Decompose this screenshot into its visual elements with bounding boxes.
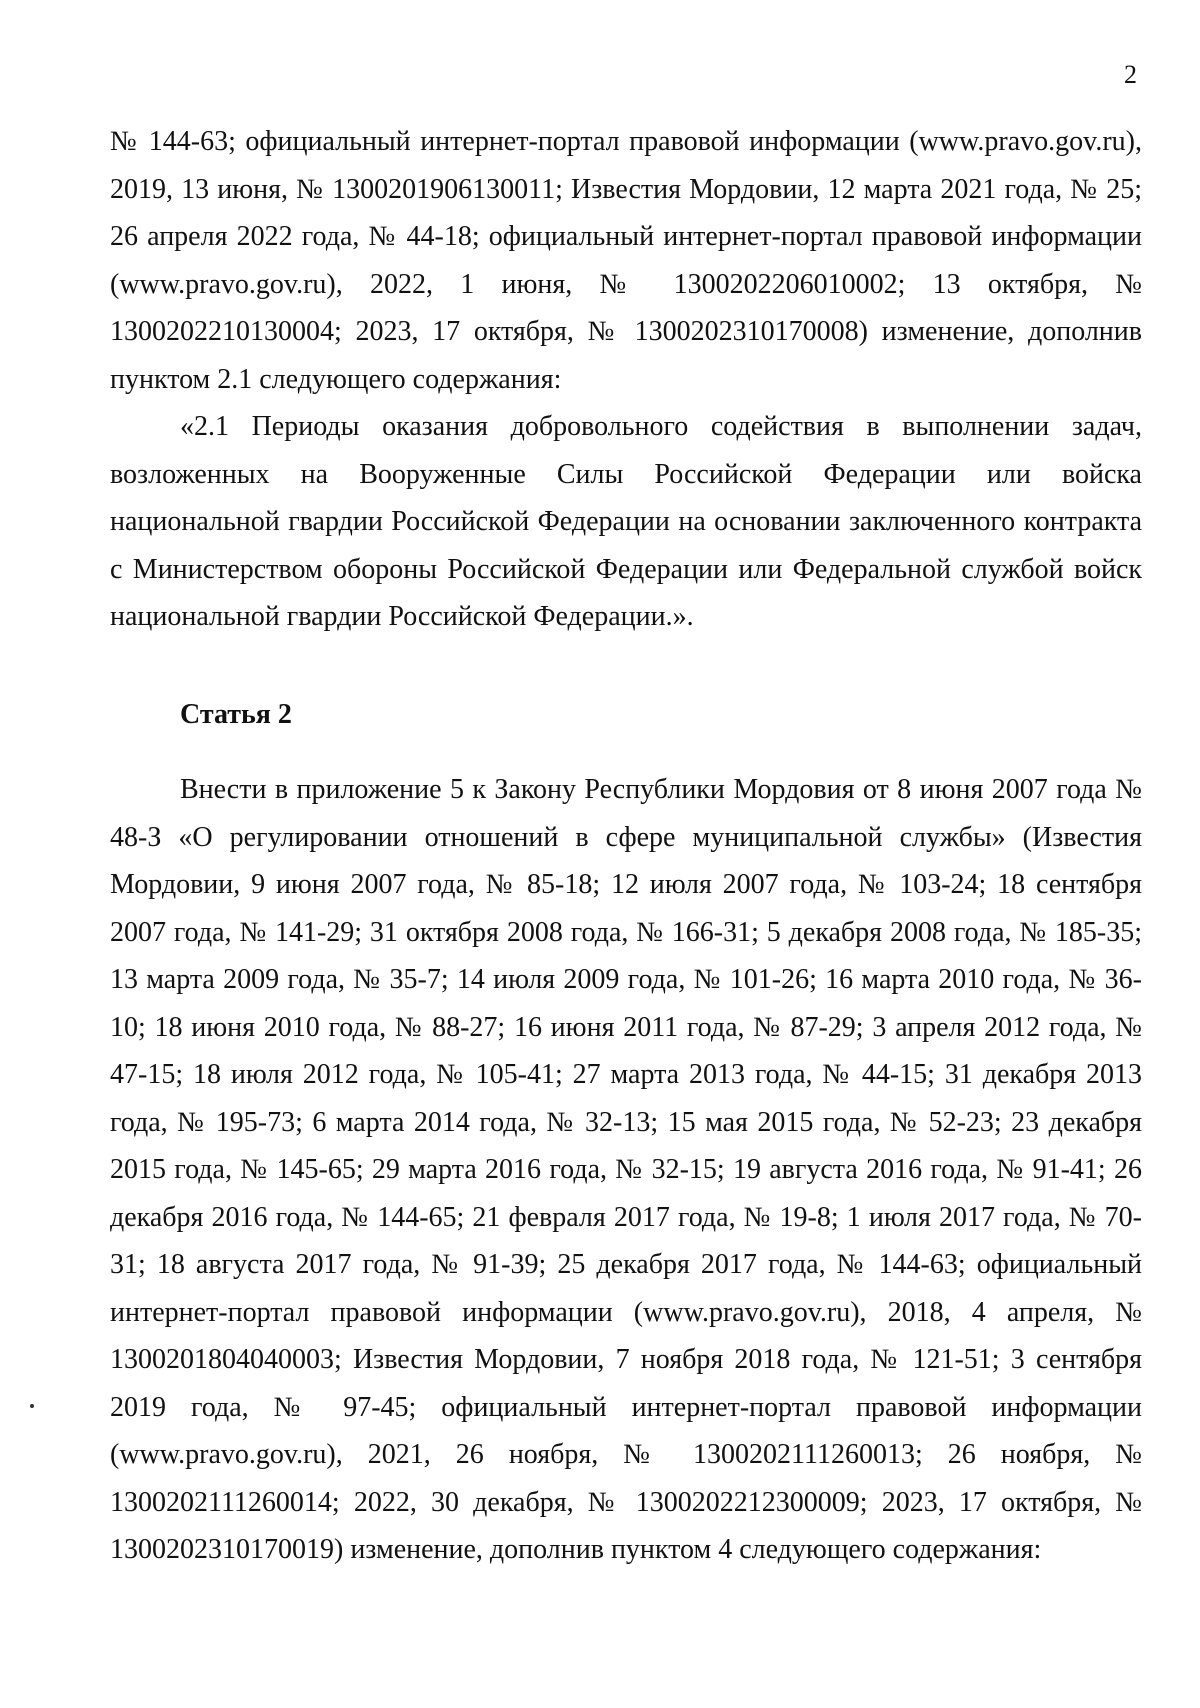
paragraph-quoted-item: «2.1 Периоды оказания добровольного содействия в выполнении задач, возложенных на Вооруженные Силы Российской Федерации или войска национальной гвардии Российской Федерации на основании заключенного контракта с Министерством обороны Российской Федерации или Федеральной службой войск национальной гвардии Российской Федерации.». xyxy=(110,411,1142,632)
paragraph-continuation: № 144-63; официальный интернет-портал правовой информации (www.pravo.gov.ru), 2019, 13 июня, № 1300201906130011; Известия Мордовии, 12 марта 2021 года, № 25; 26 апреля 2022 года, № 44-18; официальный интернет-портал правовой информации (www.pravo.gov.ru), 2022, 1 июня, № 1300202206010002; 13 октября, № 1300202210130004; 2023, 17 октября, № 1300202310170008) изменение, дополнив пунктом 2.1 следующего содержания: xyxy=(110,126,1142,395)
scan-speck xyxy=(30,1404,34,1408)
article-heading: Статья 2 xyxy=(180,698,292,730)
document-body xyxy=(110,118,1142,1574)
page-number: 2 xyxy=(1124,60,1137,89)
paragraph-article-2: Внести в приложение 5 к Закону Республики Мордовия от 8 июня 2007 года № 48-З «О регулировании отношений в сфере муниципальной службы» (Известия Мордовии, 9 июня 2007 года, № 85-18; 12 июля 2007 года, № 103-24; 18 сентября 2007 года, № 141-29; 31 октября 2008 года, № 166-31; 5 декабря 2008 года, № 185-35; 13 марта 2009 года, № 35-7; 14 июля 2009 года, № 101-26; 16 марта 2010 года, № 36-10; 18 июня 2010 года, № 88-27; 16 июня 2011 года, № 87-29; 3 апреля 2012 года, № 47-15; 18 июля 2012 года, № 105-41; 27 марта 2013 года, № 44-15; 31 декабря 2013 года, № 195-73; 6 марта 2014 года, № 32-13; 15 мая 2015 года, № 52-23; 23 декабря 2015 года, № 145-65; 29 марта 2016 года, № 32-15; 19 августа 2016 года, № 91-41; 26 декабря 2016 года, № 144-65; 21 февраля 2017 года, № 19-8; 1 июля 2017 года, № 70-31; 18 августа 2017 года, № 91-39; 25 декабря 2017 года, № 144-63; официальный интернет-портал правовой информации (www.pravo.gov.ru), 2018, 4 апреля, № 1300201804040003; Известия Мордовии, 7 ноября 2018 года, № 121-51; 3 сентября 2019 года, № 97-45; официальный интернет-портал правовой информации (www.pravo.gov.ru), 2021, 26 ноября, № 1300202111260013; 26 ноября, № 1300202111260014; 2022, 30 декабря, № 1300202212300009; 2023, 17 октября, № 1300202310170019) изменение, дополнив пунктом 4 следующего содержания: xyxy=(110,774,1142,1565)
